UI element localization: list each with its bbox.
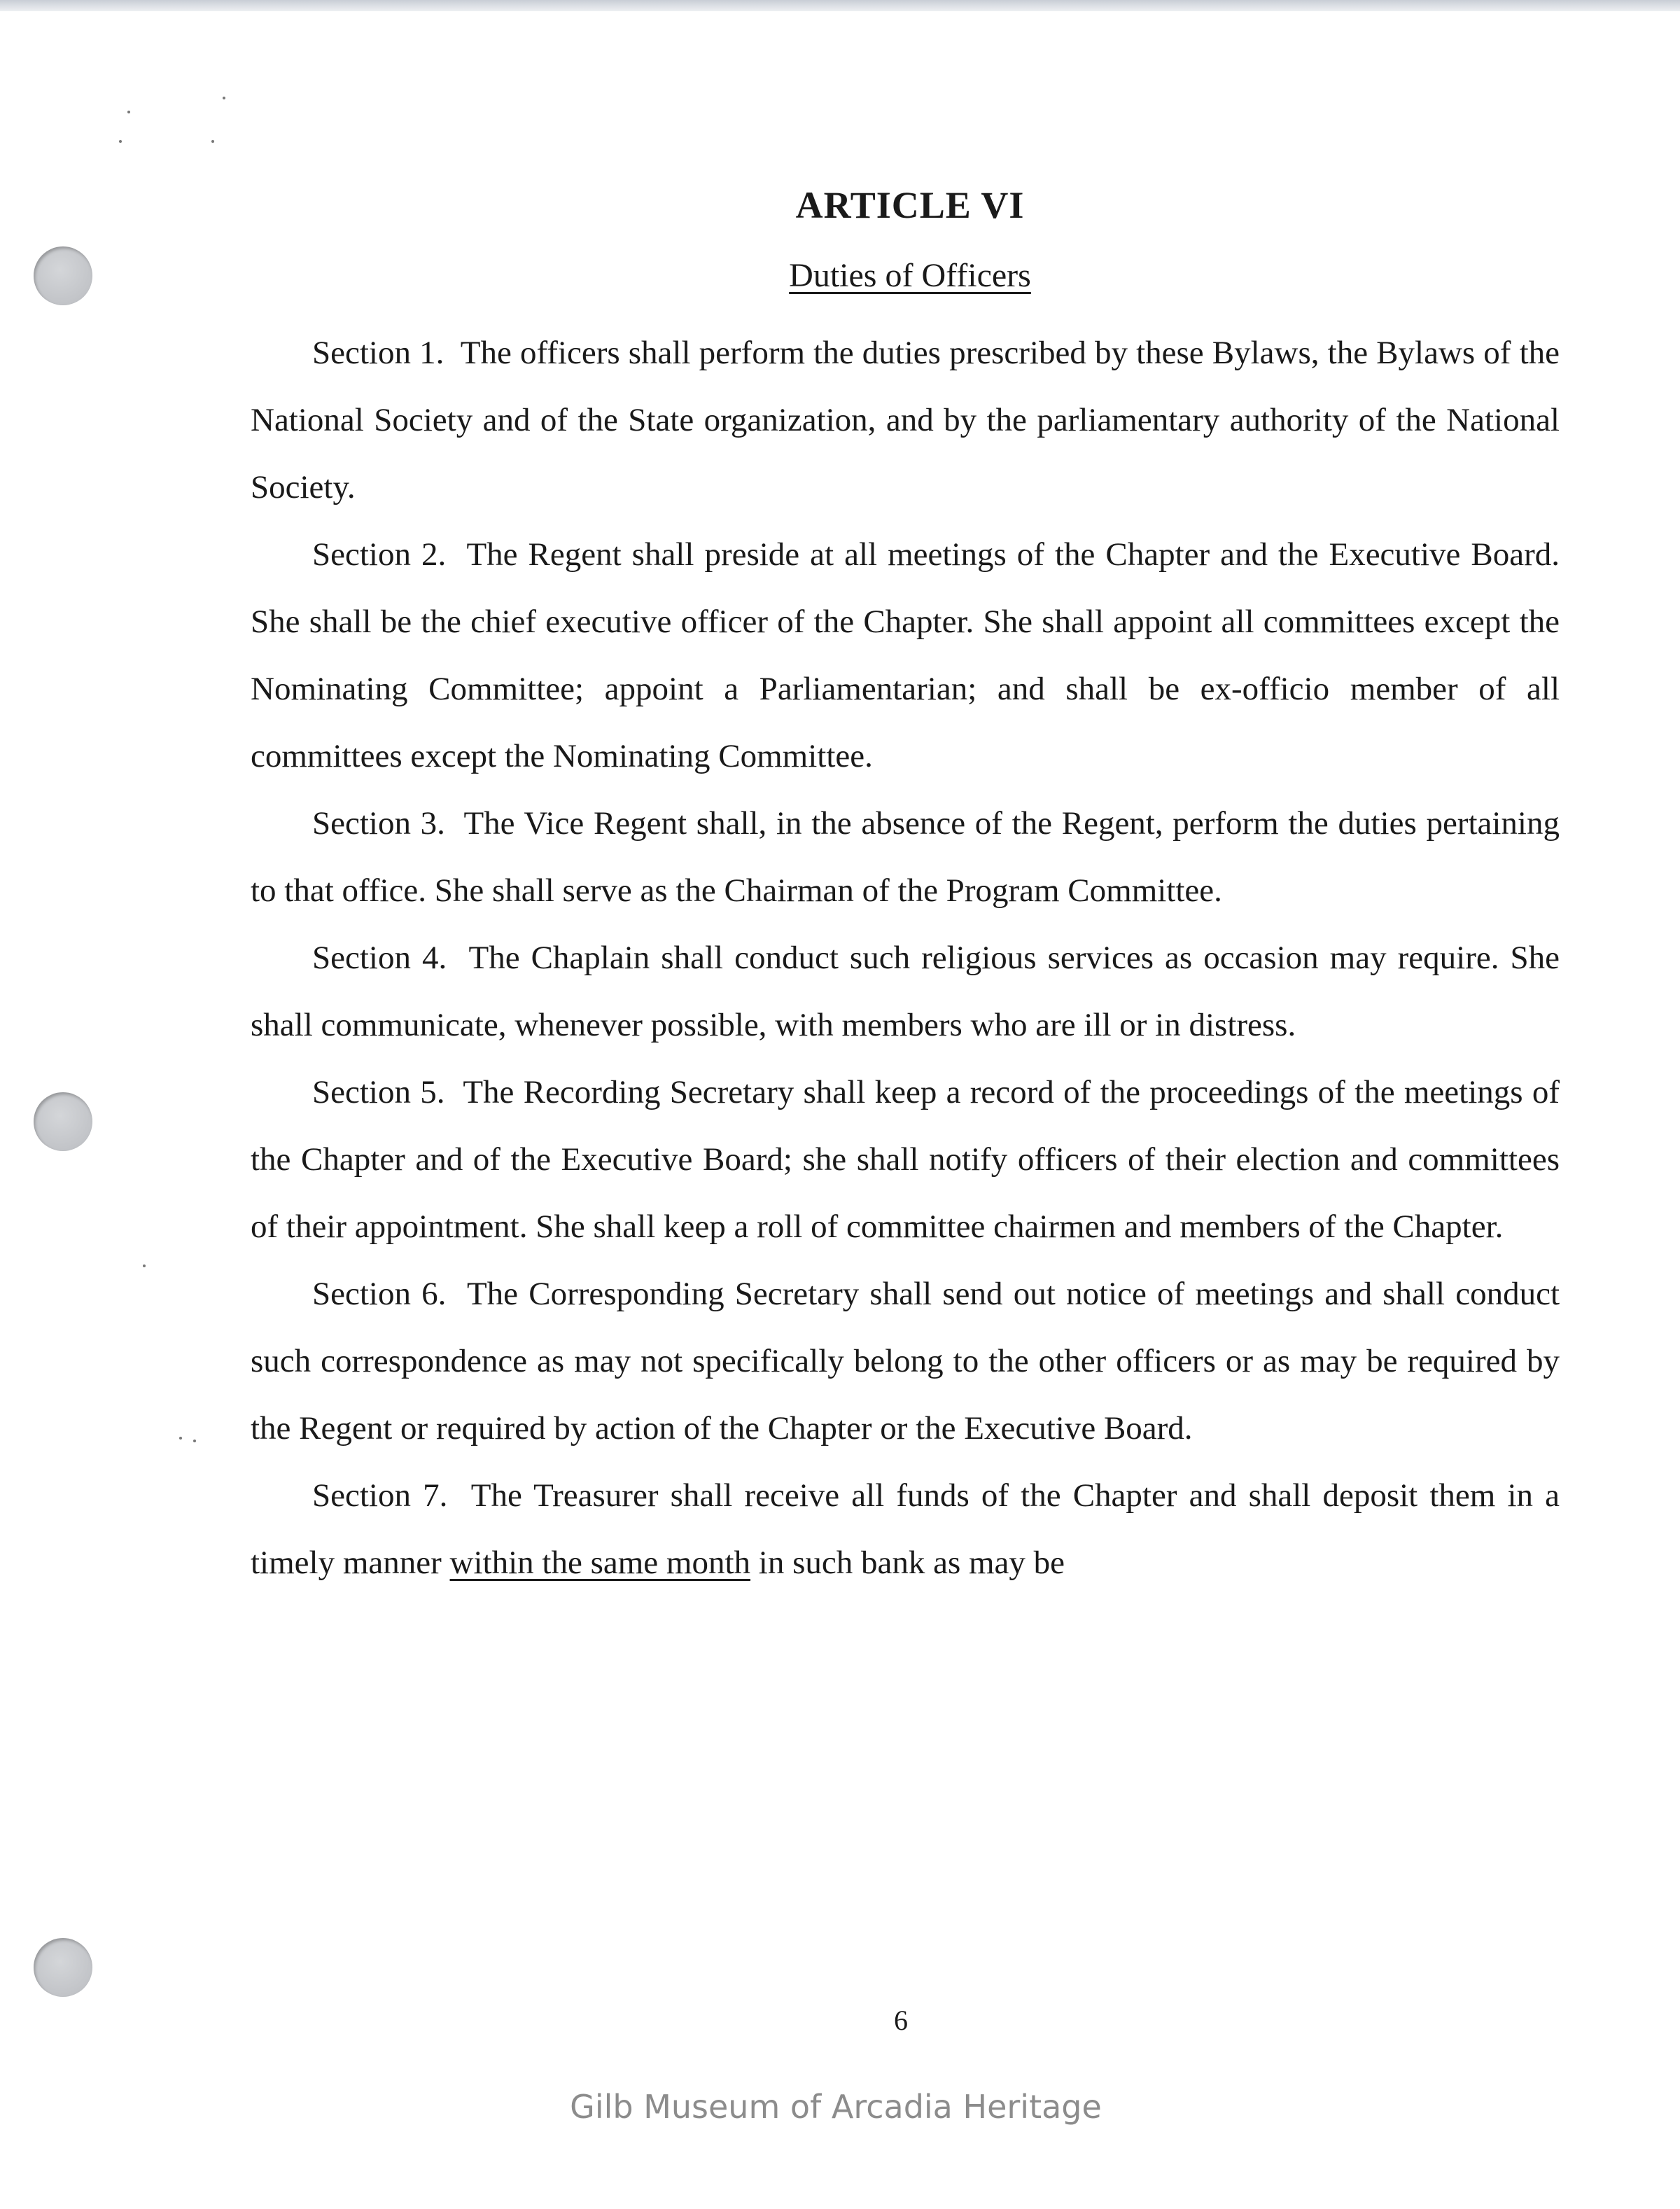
bylaws-body	[251, 319, 1560, 1596]
section-label: Section 4.	[312, 940, 447, 976]
section-paragraph	[251, 1059, 1560, 1260]
scan-top-edge	[0, 0, 1680, 11]
section-label: Section 5.	[312, 1074, 445, 1110]
section-text: The Regent shall preside at all meetings of the Chapter and the Executive Board. She shall be the chief executive officer of the Chapter. She shall appoint all committees except the Nominating Committee; appoint a Parliamentarian; and shall be ex-officio member of all committees except the Nominating Committee.	[251, 536, 1560, 774]
museum-watermark: Gilb Museum of Arcadia Heritage	[570, 2088, 1102, 2126]
section-paragraph	[251, 924, 1560, 1059]
section-label: Section 2.	[312, 536, 447, 573]
section-text: The Vice Regent shall, in the absence of the Regent, perform the duties pertaining to that office. She shall serve as the Chairman of the Program Committee.	[251, 805, 1560, 909]
section-text: The Corresponding Secretary shall send out notice of meetings and shall conduct such correspondence as may not specifically belong to the other officers or as may be required by the Regent or required by action of the Chapter or the Executive Board.	[251, 1276, 1560, 1447]
underlined-phrase: within the same month	[449, 1545, 751, 1581]
section-label: Section 6.	[312, 1276, 447, 1312]
section-text: The Recording Secretary shall keep a record of the proceedings of the meetings of the Chapter and of the Executive Board; she shall notify officers of their election and committees of their appointment. She shall keep a roll of committee chairmen and members of the Chapter.	[251, 1074, 1560, 1245]
section-label: Section 1.	[312, 335, 444, 371]
article-heading: ARTICLE VI	[795, 184, 1025, 226]
scan-speck	[193, 1440, 196, 1442]
page-number: 6	[894, 2005, 908, 2036]
article-subheading	[0, 256, 1680, 295]
scan-speck	[211, 140, 214, 143]
scan-speck	[119, 140, 122, 143]
punch-hole-middle	[34, 1092, 92, 1151]
scan-speck	[143, 1264, 146, 1267]
subheading-text: Duties of Officers	[789, 257, 1031, 294]
section-text: The Chaplain shall conduct such religious services as occasion may require. She shall communicate, whenever possible, with members who are ill or in distress.	[251, 940, 1560, 1043]
section-label: Section 3.	[312, 805, 445, 842]
scan-speck	[223, 97, 225, 99]
section-paragraph	[251, 319, 1560, 521]
section-label: Section 7.	[312, 1477, 448, 1514]
section-paragraph	[251, 1462, 1560, 1596]
punch-hole-bottom	[34, 1938, 92, 1997]
section-text: The officers shall perform the duties prescribed by these Bylaws, the Bylaws of the National Society and of the State organization, and by the parliamentary authority of the National Society.	[251, 335, 1560, 506]
section-text: in such bank as may be	[758, 1545, 1065, 1581]
scan-speck	[179, 1437, 182, 1440]
section-text: The Treasurer shall receive all funds of the Chapter and shall deposit them in a timely manner	[251, 1477, 1560, 1581]
scan-speck	[127, 111, 130, 113]
section-paragraph	[251, 790, 1560, 924]
section-paragraph	[251, 1260, 1560, 1462]
section-paragraph	[251, 521, 1560, 790]
